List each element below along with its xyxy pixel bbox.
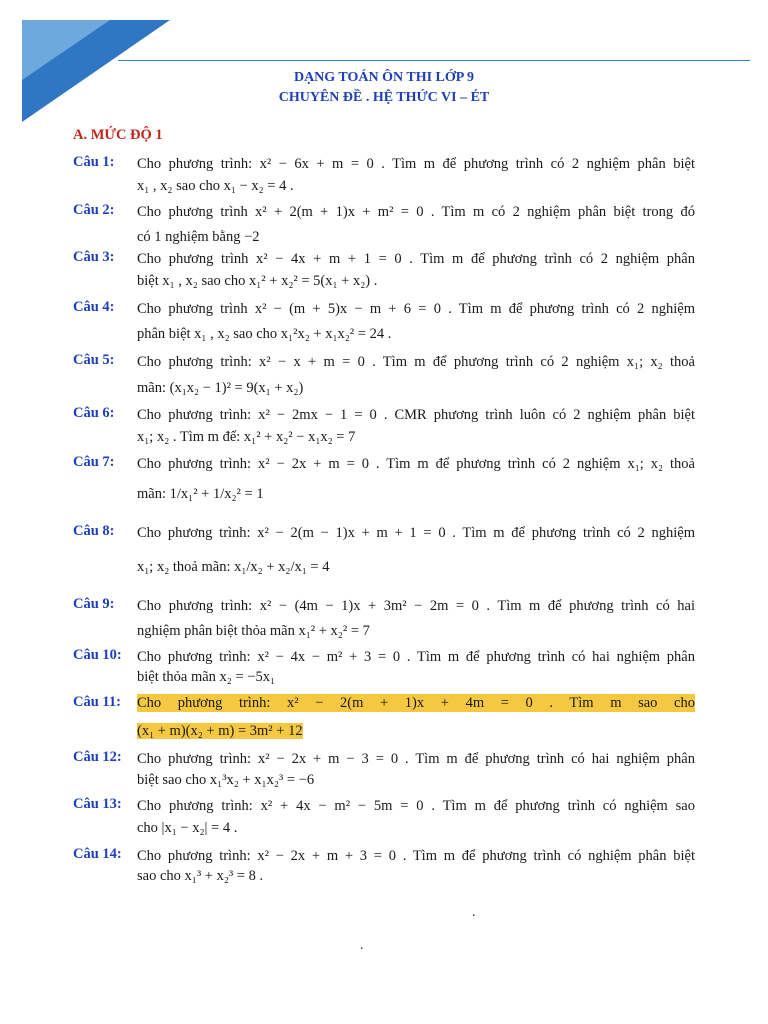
question-label: Câu 9: xyxy=(73,596,115,612)
question-label: Câu 14: xyxy=(73,846,122,862)
question-line: x₁ , x₂ sao cho x₁ − x₂ = 4 . xyxy=(137,178,294,194)
question-label: Câu 7: xyxy=(73,454,115,470)
question-label: Câu 6: xyxy=(73,405,115,421)
doc-subtitle: CHUYÊN ĐỀ . HỆ THỨC VI – ÉT xyxy=(278,90,490,105)
question-label: Câu 5: xyxy=(73,352,115,368)
doc-title: DẠNG TOÁN ÔN THI LỚP 9 xyxy=(293,70,475,85)
question-line: phân biệt x₁ , x₂ sao cho x₁²x₂ + x₁x₂² = 24 . xyxy=(137,326,392,342)
question-label: Câu 10: xyxy=(73,647,122,663)
highlighted-formula: (x₁ + m)(x₂ + m) = 3m² + 12 xyxy=(137,723,303,739)
question-label: Câu 3: xyxy=(73,249,115,265)
question-line: có 1 nghiệm bằng −2 xyxy=(137,229,260,245)
section-heading: A. MỨC ĐỘ 1 xyxy=(73,127,163,143)
question-line: biệt sao cho x₁³x₂ + x₁x₂³ = −6 xyxy=(137,772,315,788)
question-line-highlighted: Cho phương trình: x² − 2(m + 1)x + 4m = 0 . Tìm m sao cho xyxy=(137,695,695,711)
question-line: nghiệm phân biệt thỏa mãn x₁² + x₂² = 7 xyxy=(137,623,370,639)
question-line: mãn: (x₁x₂ − 1)² = 9(x₁ + x₂) xyxy=(137,380,304,396)
question-line: Cho phương trình: x² − (4m − 1)x + 3m² − 2m = 0 . Tìm m để phương trình có hai xyxy=(137,598,695,614)
question-line: Cho phương trình: x² − 4x − m² + 3 = 0 . Tìm m để phương trình có hai nghiệm phân xyxy=(137,649,695,665)
question-label: Câu 2: xyxy=(73,202,115,218)
question-label: Câu 8: xyxy=(73,523,115,539)
question-line: Cho phương trình: x² − 2x + m − 3 = 0 . Tìm m để phương trình có hai nghiệm phân xyxy=(137,751,695,767)
question-line: mãn: 1/x₁² + 1/x₂² = 1 xyxy=(137,486,264,502)
question-line: Cho phương trình: x² − 2x + m + 3 = 0 . Tìm m để phương trình có nghiệm phân biệt xyxy=(137,848,695,864)
question-line: biệt thỏa mãn x₂ = −5x₁ xyxy=(137,669,276,685)
question-line: cho |x₁ − x₂| = 4 . xyxy=(137,820,238,836)
question-label: Câu 12: xyxy=(73,749,122,765)
header-rule xyxy=(118,60,750,61)
question-line: Cho phương trình x² − 4x + m + 1 = 0 . Tìm m để phương trình có 2 nghiệm phân xyxy=(137,251,695,267)
corner-decoration xyxy=(0,0,200,130)
question-line: Cho phương trình x² − (m + 5)x − m + 6 = 0 . Tìm m để phương trình có 2 nghiệm xyxy=(137,301,695,317)
question-line: Cho phương trình x² + 2(m + 1)x + m² = 0 . Tìm m có 2 nghiệm phân biệt trong đó xyxy=(137,204,695,220)
stray-mark: . xyxy=(360,938,364,953)
question-line: Cho phương trình: x² + 4x − m² − 5m = 0 . Tìm m để phương trình có nghiệm sao xyxy=(137,798,695,814)
question-line: x₁; x₂ . Tìm m để: x₁² + x₂² − x₁x₂ = 7 xyxy=(137,429,356,445)
question-line: Cho phương trình: x² − 2(m − 1)x + m + 1 = 0 . Tìm m để phương trình có 2 nghiệm xyxy=(137,525,695,541)
question-line: x₁; x₂ thoả mãn: x₁/x₂ + x₂/x₁ = 4 xyxy=(137,559,330,575)
question-label: Câu 13: xyxy=(73,796,122,812)
question-label: Câu 11: xyxy=(73,694,121,710)
question-line-highlighted xyxy=(137,722,303,740)
question-line: biệt x₁ , x₂ sao cho x₁² + x₂² = 5(x₁ + x₂) . xyxy=(137,273,378,289)
stray-mark: . xyxy=(472,905,476,920)
question-line: Cho phương trình: x² − 2x + m = 0 . Tìm m để phương trình có 2 nghiệm x₁; x₂ thoả xyxy=(137,456,695,472)
question-line: sao cho x₁³ + x₂³ = 8 . xyxy=(137,868,264,884)
question-line: Cho phương trình: x² − x + m = 0 . Tìm m để phương trình có 2 nghiệm x₁; x₂ thoả xyxy=(137,354,695,370)
question-label: Câu 1: xyxy=(73,154,115,170)
question-line: Cho phương trình: x² − 6x + m = 0 . Tìm m để phương trình có 2 nghiệm phân biệt xyxy=(137,156,695,172)
question-label: Câu 4: xyxy=(73,299,115,315)
question-line: Cho phương trình: x² − 2mx − 1 = 0 . CMR phương trình luôn có 2 nghiệm phân biệt xyxy=(137,407,695,423)
